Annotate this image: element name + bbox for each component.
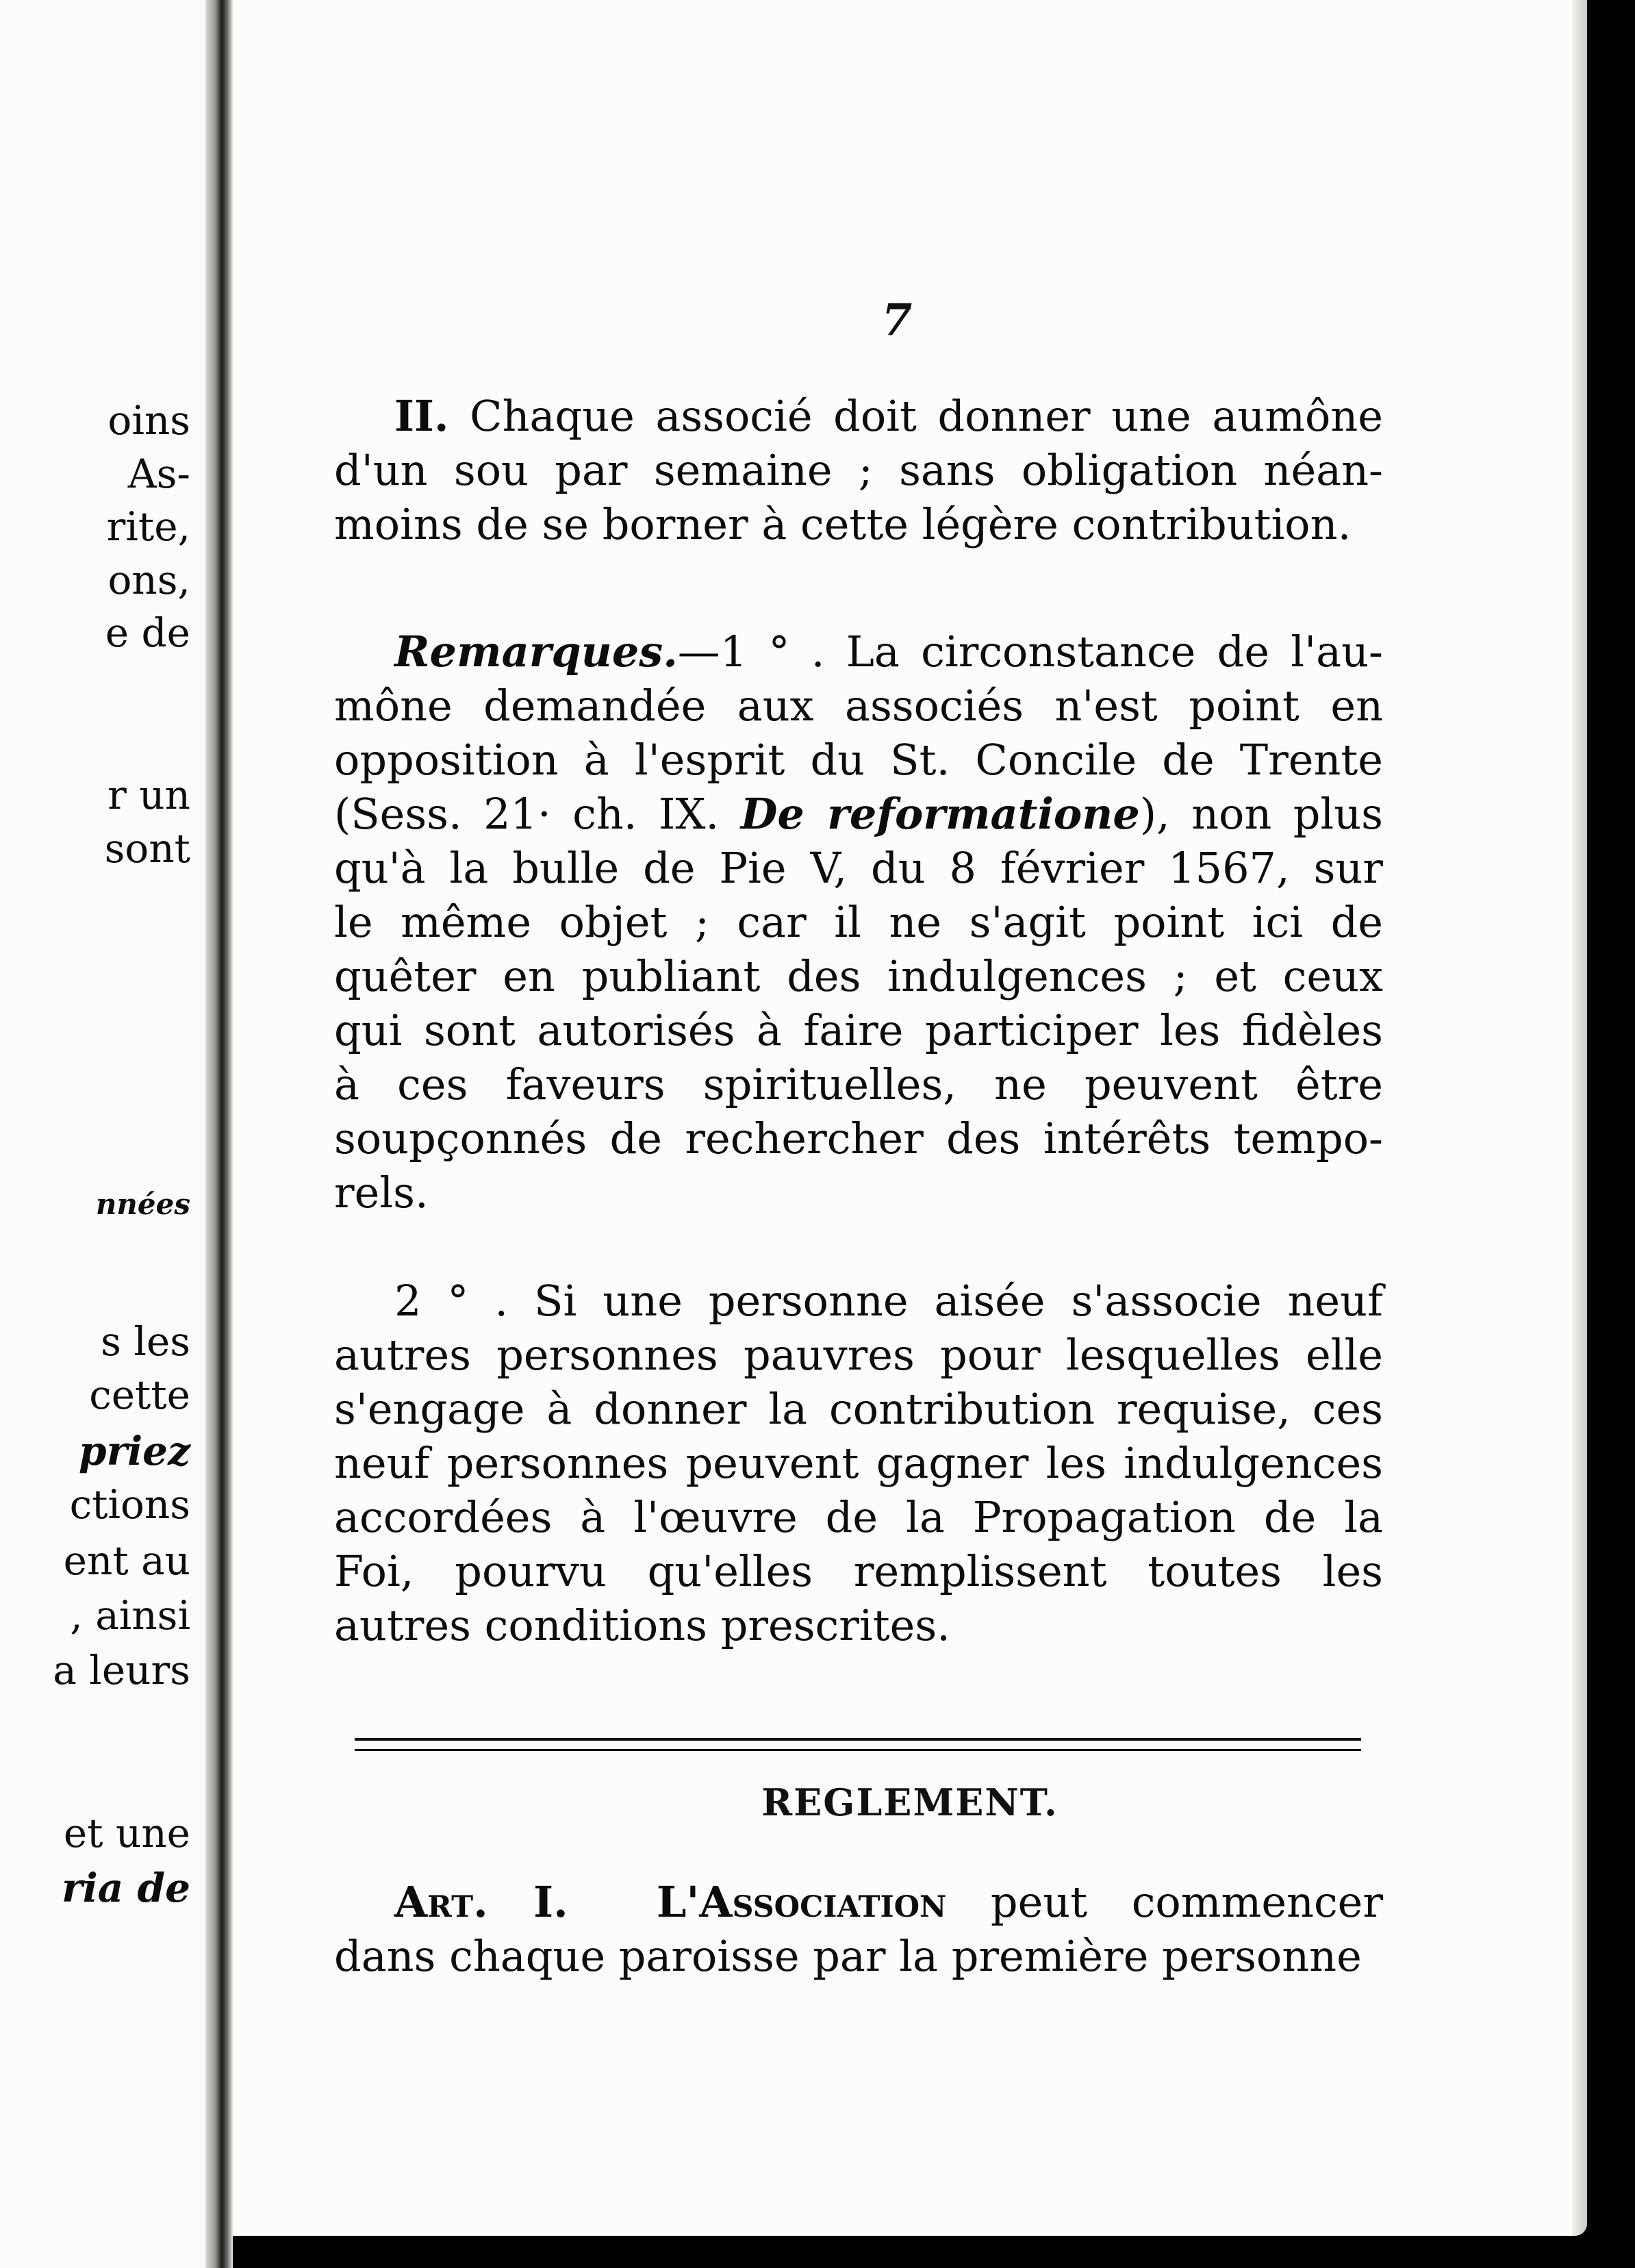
remarques-line-1: Remarques.—1 ° . La circonstance de l'au- xyxy=(394,627,1383,677)
section-divider-rule xyxy=(355,1738,1361,1751)
remarques-line-7: quêter en publiant des indulgences ; et ceux xyxy=(334,951,1383,1001)
remarques-line-6: le même objet ; car il ne s'agit point ici de xyxy=(334,897,1383,947)
left-page-fragment: a leurs xyxy=(53,1647,190,1693)
left-page-fragment: nnées xyxy=(95,1187,190,1221)
remarques-line-9: à ces faveurs spirituelles, ne peuvent être xyxy=(334,1059,1383,1109)
remarque-2-line-2: autres personnes pauvres pour lesquelles elle xyxy=(334,1330,1383,1380)
page-7 xyxy=(233,0,1587,2236)
page-edge-shadow xyxy=(1572,0,1587,2236)
remarques-line-10: soupçonnés de rechercher des intérêts tempo- xyxy=(334,1113,1383,1163)
article-ii-line-3: moins de se borner à cette légère contribution. xyxy=(334,499,1352,549)
remarques-paragraph-2 xyxy=(334,1274,1383,1652)
remarque-2-line-5: accordées à l'œuvre de la Propagation de la xyxy=(334,1492,1383,1542)
left-page-fragment: et une xyxy=(63,1810,190,1856)
left-page-fragment: , ainsi xyxy=(70,1592,190,1639)
art-i-label: Art. I. xyxy=(394,1877,568,1927)
remarques-line-11: rels. xyxy=(334,1168,429,1218)
remarque-2-line-1: 2 ° . Si une personne aisée s'associe neuf xyxy=(394,1276,1383,1326)
left-page-fragment: cette xyxy=(89,1372,190,1418)
remarques-label: Remarques. xyxy=(394,627,678,677)
remarques-line-3: opposition à l'esprit du St. Concile de Trente xyxy=(334,735,1383,785)
association-term: L'Association xyxy=(656,1877,947,1927)
remarques-paragraph-1 xyxy=(334,625,1383,1220)
left-page-fragment: priez xyxy=(79,1428,190,1474)
article-ii-line-1: II. Chaque associé doit donner une aumône xyxy=(394,391,1383,441)
remarques-line-5: qu'à la bulle de Pie V, du 8 février 1567, sur xyxy=(334,843,1383,893)
left-page-fragment: As- xyxy=(127,451,190,497)
left-page-fragment: rite, xyxy=(106,503,190,550)
article-ii-line-2: d'un sou par semaine ; sans obligation néan- xyxy=(334,445,1383,495)
facing-page-left xyxy=(0,0,205,2268)
scan-bottom-border xyxy=(233,2236,1635,2268)
left-page-fragment: s les xyxy=(101,1318,190,1365)
left-page-fragment: e de xyxy=(105,609,190,656)
article-ii-label: II. xyxy=(394,391,449,441)
reglement-line-1: Art. I. L'Association peut commencer xyxy=(394,1877,1384,1927)
page-number: 7 xyxy=(881,294,913,346)
remarque-2-line-4: neuf personnes peuvent gagner les indulgences xyxy=(334,1438,1383,1488)
left-page-fragment: sont xyxy=(104,825,190,872)
left-page-fragment: ctions xyxy=(69,1481,190,1528)
remarque-2-line-3: s'engage à donner la contribution requise, ces xyxy=(334,1384,1383,1434)
remarques-line-2: mône demandée aux associés n'est point en xyxy=(334,681,1383,731)
article-ii-paragraph xyxy=(334,389,1383,551)
left-page-fragment: oins xyxy=(107,397,190,444)
de-reformatione-title: De reformatione xyxy=(740,789,1140,839)
reglement-article-i xyxy=(334,1875,1383,1983)
book-gutter xyxy=(205,0,233,2268)
remarques-line-8: qui sont autorisés à faire participer les fidèles xyxy=(334,1005,1383,1055)
reglement-line-2: dans chaque paroisse par la première personne xyxy=(334,1931,1362,1981)
remarque-2-line-7: autres conditions prescrites. xyxy=(334,1600,950,1650)
remarques-line-4: (Sess. 21· ch. IX. De reformatione), non plus xyxy=(334,789,1383,839)
left-page-fragment: ria de xyxy=(62,1865,190,1911)
remarque-2-line-6: Foi, pourvu qu'elles remplissent toutes les xyxy=(334,1546,1383,1596)
left-page-fragment: ent au xyxy=(63,1537,190,1584)
reglement-heading: REGLEMENT. xyxy=(761,1780,1059,1824)
left-page-fragment: r un xyxy=(107,772,190,818)
left-page-fragment: ons, xyxy=(107,557,190,603)
